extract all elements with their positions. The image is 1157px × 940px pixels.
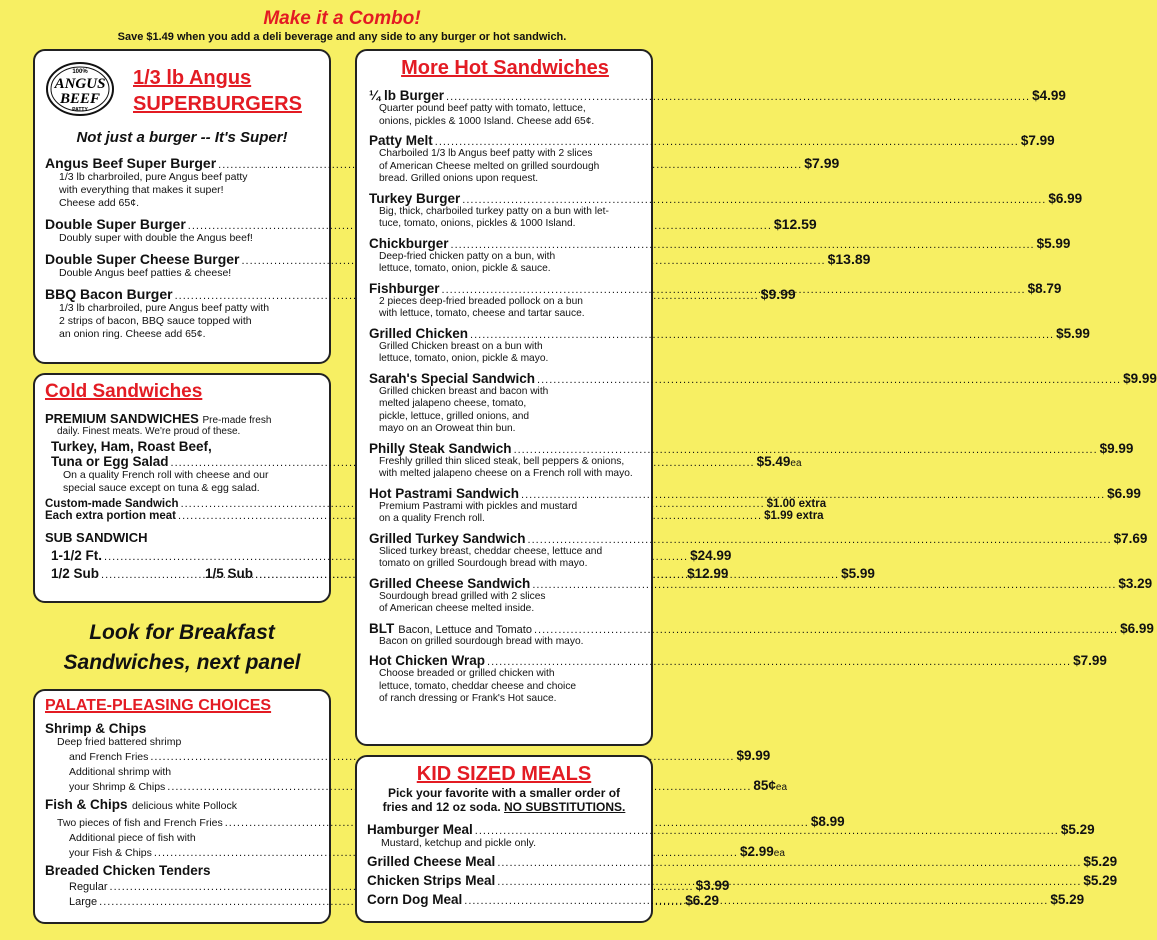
hot-sandwich-row [369, 440, 1134, 456]
sub-sandwich-heading: SUB SANDWICH [45, 530, 148, 545]
burger-desc: Doubly super with double the Angus beef! [59, 232, 253, 244]
shrimp-chips-name: Shrimp & Chips [45, 721, 147, 736]
hot-sandwich-name: Philly Steak Sandwich [369, 440, 512, 456]
burger-desc: with everything that makes it super! [59, 184, 224, 196]
hot-sandwich-item [369, 653, 1107, 706]
hot-sandwich-row [369, 620, 1154, 636]
hot-sandwich-name: BLT [369, 620, 395, 636]
kid-meal-price: $5.29 [1060, 822, 1095, 837]
hot-sandwich-row [369, 575, 1153, 591]
superburgers-heading-line2: SUPERBURGERS [133, 93, 302, 115]
kid-meal-name: Grilled Cheese Meal [367, 854, 496, 869]
premium-note: daily. Finest meats. We're proud of these. [57, 426, 241, 437]
hot-sandwich-item [369, 88, 1066, 128]
premium-main-line1: Turkey, Ham, Roast Beef, [51, 439, 212, 454]
hot-sandwich-row [369, 370, 1157, 386]
shrimp-extra-2: your Shrimp & Chips [69, 781, 166, 793]
fish-price: $8.99 [810, 814, 845, 829]
half-sub-price: $12.99 [687, 566, 729, 581]
hot-sandwich-price: $7.99 [1020, 133, 1055, 148]
hot-sandwich-name: Grilled Turkey Sandwich [369, 530, 526, 546]
hot-sandwich-item [369, 370, 1157, 436]
hot-sandwich-desc: Grilled chicken breast and bacon with [379, 385, 549, 397]
tenders-name: Breaded Chicken Tenders [45, 863, 211, 878]
fish-extra-suffix: ea [773, 848, 785, 859]
hot-sandwich-desc: of American Cheese melted on grilled sourdough [379, 160, 600, 172]
hot-sandwich-name: Chickburger [369, 235, 449, 251]
hot-sandwich-row [369, 653, 1107, 668]
shrimp-desc-1: Deep fried battered shrimp [57, 736, 182, 748]
burger-name: Double Super Burger [45, 216, 186, 232]
hot-sandwich-price: $7.69 [1113, 530, 1148, 546]
hot-sandwich-desc: Bacon on grilled sourdough bread with mayo. [379, 635, 584, 647]
burger-name: Double Super Cheese Burger [45, 251, 240, 267]
premium-main-line2: Tuna or Egg Salad [51, 454, 169, 469]
shrimp-price: $9.99 [736, 748, 771, 763]
breakfast-note [33, 618, 331, 678]
hot-sandwich-name: Sarah's Special Sandwich [369, 370, 536, 386]
premium-main-price: $5.49 [756, 454, 791, 469]
hot-sandwich-row [369, 485, 1141, 501]
hot-sandwich-desc: onions, pickles & 1000 Island. Cheese add 65¢. [379, 115, 595, 127]
hot-sandwich-desc: on a quality French roll. [379, 513, 485, 524]
kid-meal-item [367, 822, 1095, 850]
hot-sandwich-desc: with lettuce, tomato, cheese and tartar sauce. [379, 308, 585, 319]
burger-name: Angus Beef Super Burger [45, 155, 217, 171]
kid-note-line2 [367, 800, 641, 814]
tenders-price: $3.99 [695, 878, 730, 893]
burger-desc: 1/3 lb charbroiled, pure Angus beef patty with [59, 302, 270, 314]
hot-sandwich-desc: lettuce, tomato, cheddar cheese and choice [379, 680, 577, 692]
hot-sandwich-name: Hot Pastrami Sandwich [369, 485, 520, 501]
kid-meal-name: Corn Dog Meal [367, 892, 463, 907]
kid-meal-row [367, 854, 1118, 869]
burger-desc: an onion ring. Cheese add 65¢. [59, 328, 206, 340]
extra-name: Each extra portion meat [45, 510, 177, 522]
hot-sandwich-name: Turkey Burger [369, 190, 461, 206]
tenders-size: Large [69, 896, 98, 908]
hot-sandwich-item [369, 575, 1153, 616]
hot-sandwich-row [369, 190, 1083, 206]
extra-price: $1.99 extra [764, 510, 824, 522]
hot-sandwich-price: $8.79 [1027, 280, 1062, 296]
superburgers-heading-line1: 1/3 lb Angus [133, 67, 252, 89]
breakfast-line2: Sandwiches, next panel [63, 651, 301, 674]
extra-name: Custom-made Sandwich [45, 498, 179, 510]
logo-main-text-2: BEEF [59, 91, 101, 107]
hot-sandwich-desc: Sliced turkey breast, cheddar cheese, lettuce and [379, 545, 603, 557]
hot-sandwich-desc: of ranch dressing or Frank's Hot sauce. [379, 693, 557, 704]
premium-small-note: Pre-made fresh [202, 415, 272, 426]
palate-heading: PALATE-PLEASING CHOICES [45, 697, 272, 714]
fifth-sub-name: 1/5 Sub [205, 566, 254, 581]
cold-sandwiches-heading: Cold Sandwiches [45, 381, 203, 402]
kid-note-no-subs: NO SUBSTITUTIONS. [504, 800, 626, 814]
burger-price: $9.99 [760, 286, 796, 302]
shrimp-desc-2: and French Fries [69, 751, 149, 763]
burger-price: $7.99 [804, 155, 840, 171]
tenders-size: Regular [69, 881, 108, 893]
kid-meal-name: Chicken Strips Meal [367, 873, 496, 888]
hot-sandwich-price: $5.99 [1056, 325, 1090, 341]
hot-sandwich-row [369, 235, 1071, 251]
hot-sandwich-price: $6.99 [1120, 620, 1154, 636]
hot-sandwich-name: ¼ lb Burger [369, 88, 445, 103]
hot-sandwich-name: Grilled Cheese Sandwich [369, 575, 531, 591]
hot-sandwich-price: $6.99 [1048, 190, 1083, 206]
hot-sandwich-row [369, 88, 1066, 103]
hot-sandwich-desc: Grilled Chicken breast on a bun with [379, 340, 543, 352]
hot-sandwich-desc: Deep-fried chicken patty on a bun, with [379, 250, 556, 262]
fifth-sub-price: $5.99 [841, 566, 875, 581]
hot-sandwich-row [369, 530, 1148, 546]
fish-extra-2: your Fish & Chips [69, 847, 152, 859]
premium-main-suffix: ea [790, 458, 802, 469]
hot-sandwich-row [369, 325, 1090, 341]
burger-price: $13.89 [827, 251, 871, 267]
superburgers-tagline: Not just a burger -- It's Super! [76, 129, 288, 146]
hot-sandwich-item [369, 620, 1154, 649]
premium-sandwiches-heading [45, 411, 317, 426]
hot-sandwich-price: $3.29 [1118, 575, 1153, 591]
kid-meals-note [367, 786, 641, 814]
shrimp-price-row [45, 748, 771, 763]
hot-sandwich-desc: melted jalapeno cheese, tomato, [379, 398, 527, 409]
hot-sandwich-price: $5.99 [1036, 235, 1071, 251]
fish-desc: Two pieces of fish and French Fries [57, 817, 223, 829]
hot-sandwich-price: $9.99 [1099, 440, 1134, 456]
burger-desc: 1/3 lb charbroiled, pure Angus beef patty [59, 171, 248, 183]
hot-sandwich-desc: lettuce, tomato, onion, pickle & sauce. [379, 263, 551, 274]
premium-label: PREMIUM SANDWICHES [45, 411, 199, 426]
sub-half-fifth-row [45, 566, 875, 581]
fish-chips-small: delicious white Pollock [131, 800, 238, 812]
kid-meal-price: $5.29 [1083, 873, 1118, 888]
hot-sandwich-desc: Quarter pound beef patty with tomato, lettuce, [379, 103, 586, 114]
hot-sandwich-desc: with melted jalapeno cheese on a French roll with mayo. [379, 468, 633, 479]
fish-price-row [45, 814, 845, 829]
shrimp-extra-price: 85¢ [753, 778, 776, 793]
burger-desc: Cheese add 65¢. [59, 197, 139, 209]
kid-meal-item [367, 854, 1118, 869]
hot-sandwiches-heading: More Hot Sandwiches [401, 57, 609, 79]
tenders-price: $6.29 [685, 893, 720, 908]
kid-meal-row [367, 822, 1095, 837]
hot-sandwich-inline-desc: Bacon, Lettuce and Tomato [398, 623, 532, 636]
combo-subtitle: Save $1.49 when you add a deli beverage and any side to any burger or hot sandwich. [117, 31, 567, 43]
logo-bottom-text: PATTY [72, 107, 88, 113]
hot-sandwich-row [369, 133, 1055, 148]
logo-main-text-1: ANGUS [54, 76, 106, 92]
fish-extra-row [45, 844, 785, 859]
sub-ft-name: 1-1/2 Ft. [51, 548, 103, 563]
hot-sandwich-desc: Sourdough bread grilled with 2 slices [379, 590, 546, 602]
hot-sandwich-desc: 2 pieces deep-fried breaded pollock on a bun [379, 295, 583, 307]
kid-meal-price: $5.29 [1050, 892, 1085, 907]
extra-price: $1.00 extra [766, 498, 827, 510]
burger-price: $12.59 [773, 216, 817, 232]
angus-beef-logo [45, 61, 115, 117]
hot-sandwich-name: Patty Melt [369, 133, 433, 148]
breakfast-line1: Look for Breakfast [89, 621, 275, 644]
hot-sandwich-desc: pickle, lettuce, grilled onions, and [379, 410, 530, 422]
hot-sandwich-desc: bread. Grilled onions upon request. [379, 173, 539, 184]
fish-extra-price: $2.99 [739, 844, 774, 859]
kid-meal-price: $5.29 [1083, 854, 1118, 869]
hot-sandwich-price: $4.99 [1032, 88, 1066, 103]
hot-sandwich-price: $9.99 [1123, 370, 1157, 386]
premium-main-desc-1: On a quality French roll with cheese and our [63, 469, 269, 481]
burger-desc: 2 strips of bacon, BBQ sauce topped with [59, 315, 252, 327]
kid-note-line2a: fries and 12 oz soda. [382, 800, 501, 814]
hot-sandwich-desc: Charboiled 1/3 lb Angus beef patty with 2 slices [379, 148, 593, 159]
fish-extra-1: Additional piece of fish with [69, 832, 196, 844]
hot-sandwich-desc: tuce, tomato, onions, pickles & 1000 Island. [379, 218, 576, 229]
fish-chips-heading [45, 796, 317, 814]
hot-sandwich-price: $6.99 [1107, 485, 1141, 501]
hot-sandwich-desc: mayo on an Oroweat thin bun. [379, 423, 516, 434]
hot-sandwich-desc: Freshly grilled thin sliced steak, bell peppers & onions, [379, 455, 625, 467]
combo-title: Make it a Combo! [263, 8, 421, 29]
hot-sandwich-name: Hot Chicken Wrap [369, 653, 486, 668]
kid-meal-desc: Mustard, ketchup and pickle only. [381, 837, 537, 849]
premium-main-desc-2: special sauce except on tuna & egg salad. [63, 482, 260, 494]
hot-sandwich-desc: Choose breaded or grilled chicken with [379, 668, 555, 679]
half-sub-name: 1/2 Sub [51, 566, 100, 581]
shrimp-extra-1: Additional shrimp with [69, 766, 172, 778]
hot-sandwich-name: Grilled Chicken [369, 325, 469, 341]
burger-desc: Double Angus beef patties & cheese! [59, 267, 232, 279]
burger-name: BBQ Bacon Burger [45, 286, 173, 302]
hot-sandwich-price: $7.99 [1073, 653, 1107, 668]
superburgers-heading [133, 65, 302, 117]
hot-sandwich-desc: of American cheese melted inside. [379, 603, 535, 614]
fish-chips-name: Fish & Chips [45, 797, 128, 812]
kid-meal-name: Hamburger Meal [367, 822, 473, 837]
hot-sandwich-item [369, 133, 1055, 186]
hot-sandwich-item [369, 325, 1090, 366]
hot-sandwich-desc: Premium Pastrami with pickles and mustard [379, 500, 578, 512]
sub-ft-price: $24.99 [690, 548, 732, 563]
logo-top-text: 100% [72, 69, 88, 75]
hot-sandwich-name: Fishburger [369, 280, 440, 296]
kid-meals-heading: KID SIZED MEALS [416, 763, 592, 785]
hot-sandwich-desc: lettuce, tomato, onion, pickle & mayo. [379, 353, 549, 364]
hot-sandwich-desc: Big, thick, charboiled turkey patty on a bun with let- [379, 205, 609, 217]
hot-sandwich-desc: tomato on grilled Sourdough bread with mayo. [379, 558, 588, 569]
kid-note-line1: Pick your favorite with a smaller order of [387, 786, 621, 800]
shrimp-extra-suffix: ea [775, 782, 788, 793]
